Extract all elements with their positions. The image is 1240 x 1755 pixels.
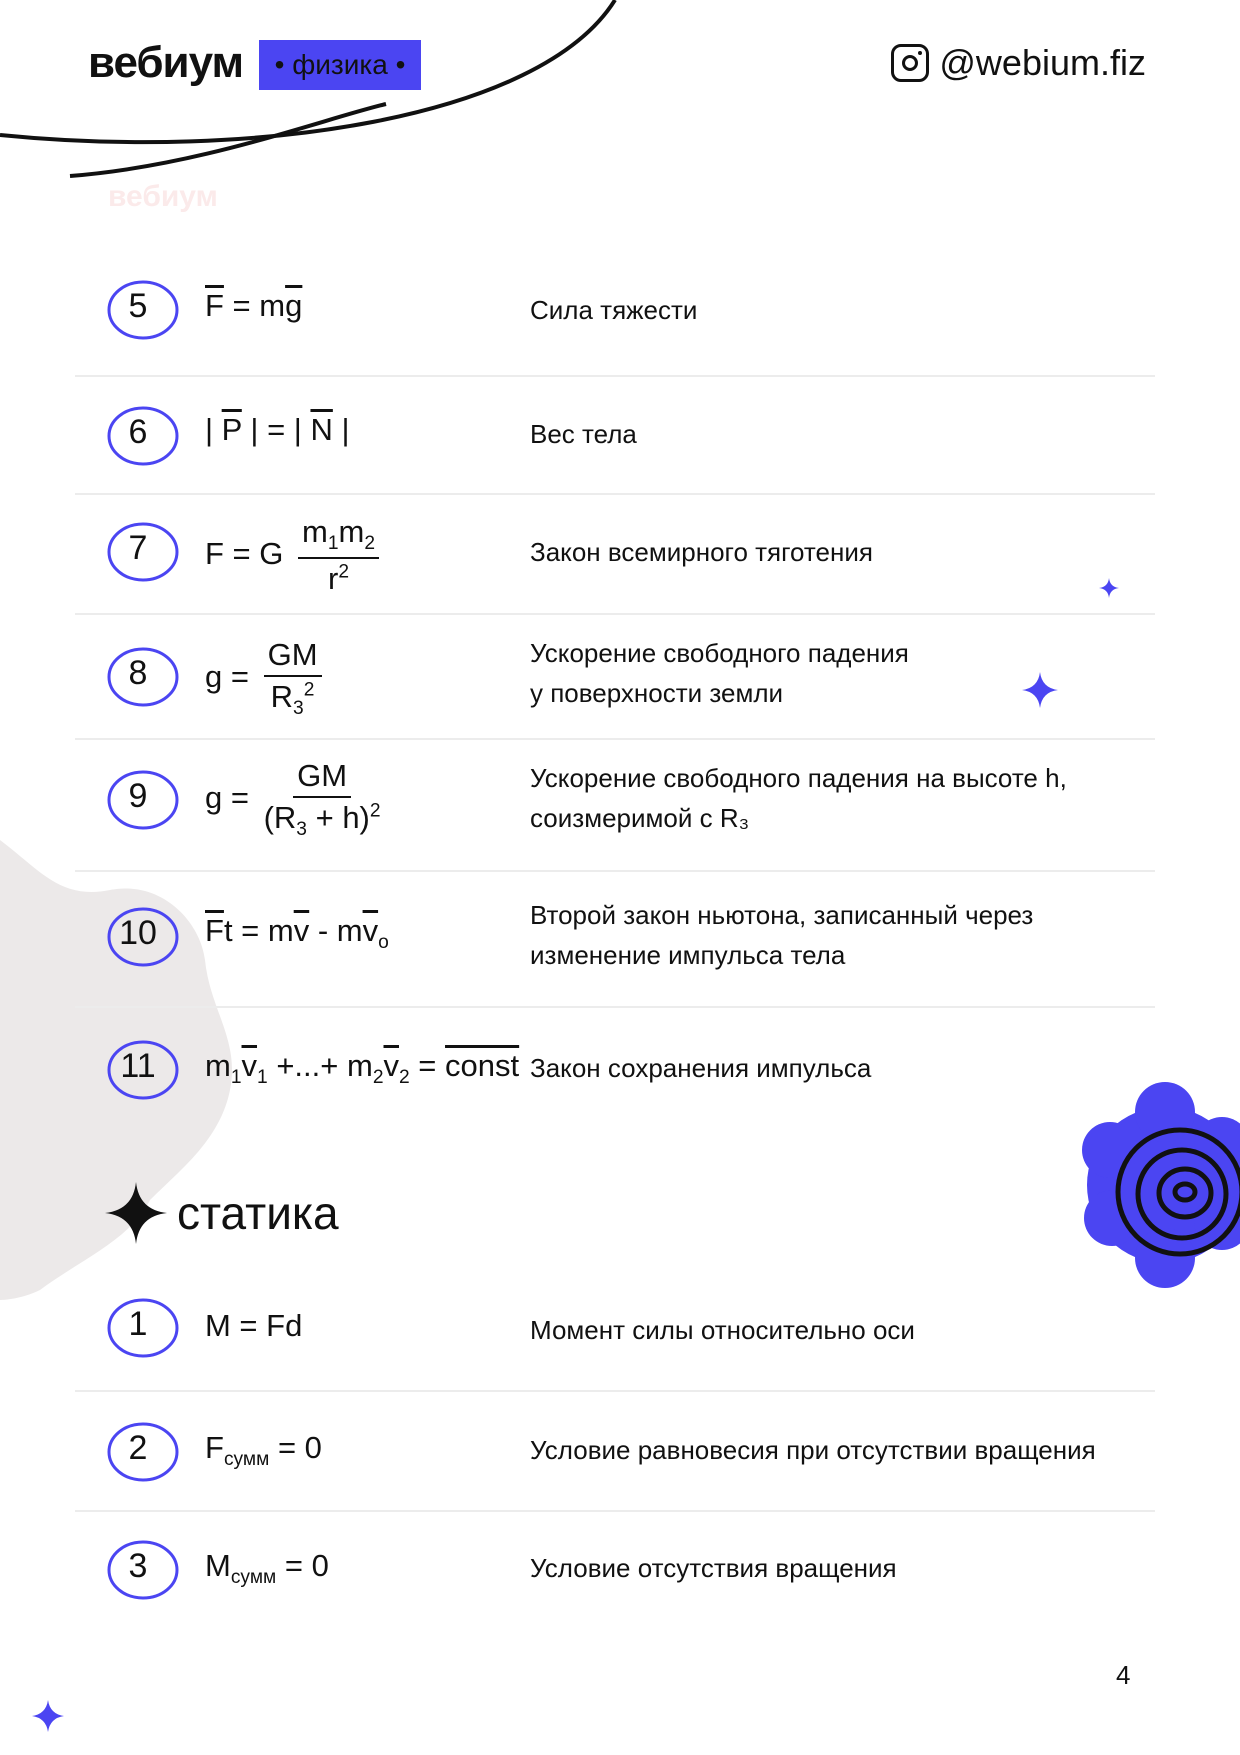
formula-description: Условие отсутствия вращения (530, 1553, 897, 1583)
formula-surface-acceleration: g = $\frac{GM}{R_3^2}$ (205, 637, 322, 720)
divider (75, 1390, 1155, 1392)
watermark: вебиум (108, 180, 218, 213)
divider (75, 738, 1155, 740)
formula-gravity-force: $\overline{F} = m\overline{g}$ (205, 288, 303, 323)
formula-moment-of-force: M = Fd (205, 1308, 303, 1343)
formula-number: 7 (107, 520, 179, 576)
sparkle-icon-small (1099, 578, 1119, 598)
formula-description: Вес тела (530, 419, 637, 449)
formula-moment-equilibrium: $M_{сумм} = 0$ (205, 1548, 329, 1589)
divider (75, 493, 1155, 495)
brand-logo: вебиум (88, 38, 244, 87)
formula-number: 11 (107, 1038, 179, 1094)
formula-force-equilibrium: $F_{сумм} = 0$ (205, 1430, 322, 1471)
formula-description: Второй закон ньютона, записанный через изменение импульса тела (530, 900, 1034, 970)
instagram-icon (891, 44, 929, 82)
formula-number: 6 (107, 404, 179, 460)
page-number: 4 (1116, 1660, 1131, 1690)
formula-description: Условие равновесия при отсутствии вращения (530, 1435, 1096, 1465)
formula-height-acceleration: g = $\frac{GM}{(R_3 + h)^2}$ (205, 758, 381, 841)
divider (75, 1510, 1155, 1512)
sparkle-icon-medium (1022, 672, 1058, 708)
section-title: статика (177, 1187, 339, 1239)
formula-number: 9 (107, 768, 179, 824)
formula-number: 5 (107, 278, 179, 334)
divider (75, 870, 1155, 872)
formula-gravitation-law: F = G $\frac{m_1m_2}{r^2}$ (205, 514, 379, 597)
social-handle: @webium.fiz (939, 42, 1146, 83)
divider (75, 375, 1155, 377)
formula-momentum-conservation: $m_1\overline{v}_1$ +...+ $m_2\overline{v}_2$ = const (205, 1048, 520, 1089)
blue-flower-badge (1082, 1082, 1240, 1288)
formula-description: Сила тяжести (530, 295, 698, 325)
divider (75, 1006, 1155, 1008)
subject-tag: • физика • (259, 40, 421, 90)
formula-description: Закон всемирного тяготения (530, 537, 873, 567)
divider (75, 613, 1155, 615)
formula-description: Ускорение свободного падения на высоте h, соизмеримой с R₃ (530, 763, 1067, 833)
formula-description: Закон сохранения импульса (530, 1053, 872, 1083)
social-link[interactable] (891, 42, 1146, 84)
formula-momentum-change: $\overline{F}t = m\overline{v} - m\overline{v}_o$ (205, 913, 389, 954)
sparkle-icon (105, 1182, 167, 1244)
formula-number: 10 (107, 905, 179, 961)
formula-description: Ускорение свободного падения у поверхности земли (530, 638, 909, 708)
formula-body-weight: | $\overline{P}$ | = | $\overline{N}$ | (205, 412, 350, 447)
section-heading (105, 1182, 339, 1244)
formula-number: 3 (107, 1538, 179, 1594)
formula-number: 2 (107, 1420, 179, 1476)
formula-number: 8 (107, 645, 179, 701)
formula-number: 1 (107, 1296, 179, 1352)
sparkle-icon-bottom (32, 1700, 64, 1732)
formula-description: Момент силы относительно оси (530, 1315, 915, 1345)
